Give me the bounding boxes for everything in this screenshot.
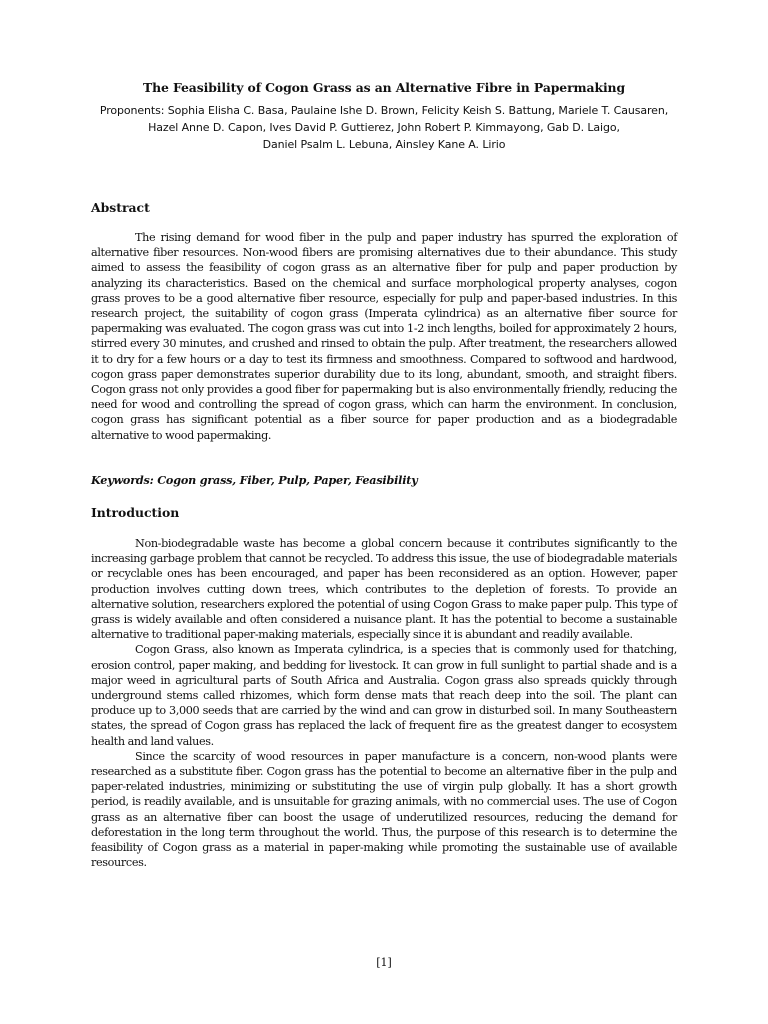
introduction-paragraph: Since the scarcity of wood resources in paper manufacture is a concern, non-wood plants were researched as a substitute fiber. Cogon grass has the potential to become an alternative fiber in the pulp and paper-related industries, minimizing or substituting the use of virgin pulp globally. It has a short growth period, is readily available, and is unsuitable for grazing animals, with no commercial uses. The use of Cogon grass as an alternative fiber can boost the usage of underutilized resources, reducing the demand for deforestation in the long term throughout the world. Thus, the purpose of this research is to determine the feasibility of Cogon grass as a material in paper-making while promoting the sustainable use of available resources. xyxy=(91,749,677,870)
introduction-body xyxy=(91,536,677,870)
abstract-heading: Abstract xyxy=(91,200,150,215)
author-line: Hazel Anne D. Capon, Ives David P. Guttierez, John Robert P. Kimmayong, Gab D. Laigo, xyxy=(148,121,620,134)
page-number: [1] xyxy=(376,956,392,969)
keywords: Keywords: Cogon grass, Fiber, Pulp, Paper, Feasibility xyxy=(91,473,418,487)
introduction-paragraph: Cogon Grass, also known as Imperata cylindrica, is a species that is commonly used for thatching, erosion control, paper making, and bedding for livestock. It can grow in full sunlight to partial shade and is a major weed in agricultural parts of South Africa and Australia. Cogon grass also spreads quickly through underground stems called rhizomes, which form dense mats that reach deep into the soil. The plant can produce up to 3,000 seeds that are carried by the wind and can grow in disturbed soil. In many Southeastern states, the spread of Cogon grass has replaced the lack of frequent fire as the greatest danger to ecosystem health and land values. xyxy=(91,643,677,748)
abstract-body xyxy=(91,230,677,443)
paper-title: The Feasibility of Cogon Grass as an Alternative Fibre in Papermaking xyxy=(142,80,626,95)
introduction-paragraph: Non-biodegradable waste has become a global concern because it contributes significantly to the increasing garbage problem that cannot be recycled. To address this issue, the use of biodegradable materials or recyclable ones has been encouraged, and paper has been reconsidered as an option. However, paper production involves cutting down trees, which contributes to the depletion of forests. To provide an alternative solution, researchers explored the potential of using Cogon Grass to make paper pulp. This type of grass is widely available and often considered a nuisance plant. It has the potential to become a sustainable alternative to traditional paper-making materials, especially since it is abundant and readily available. xyxy=(91,537,677,642)
author-list xyxy=(70,102,698,153)
abstract-paragraph: The rising demand for wood fiber in the pulp and paper industry has spurred the exploration of alternative fiber resources. Non-wood fibers are promising alternatives due to their abundance. This study aimed to assess the feasibility of cogon grass as an alternative fiber for pulp and paper production by analyzing its characteristics. Based on the chemical and surface morphological property analyses, cogon grass proves to be a good alternative fiber resource, especially for pulp and paper-based industries. In this research project, the suitability of cogon grass (Imperata cylindrica) as an alternative fiber source for papermaking was evaluated. The cogon grass was cut into 1-2 inch lengths, boiled for approximately 2 hours, stirred every 30 minutes, and crushed and rinsed to obtain the pulp. After treatment, the researchers allowed it to dry for a few hours or a day to test its firmness and smoothness. Compared to softwood and hardwood, cogon grass paper demonstrates superior durability due to its long, abundant, smooth, and straight fibers. Cogon grass not only provides a good fiber for papermaking but is also environmentally friendly, reducing the need for wood and controlling the spread of cogon grass, which can harm the environment. In conclusion, cogon grass has significant potential as a fiber source for paper production and as a biodegradable alternative to wood papermaking. xyxy=(91,231,677,442)
author-line: Daniel Psalm L. Lebuna, Ainsley Kane A. Lirio xyxy=(262,138,506,151)
introduction-heading: Introduction xyxy=(91,505,180,520)
author-line: Proponents: Sophia Elisha C. Basa, Paulaine Ishe D. Brown, Felicity Keish S. Battung, Mariele T. Causaren, xyxy=(99,104,669,117)
